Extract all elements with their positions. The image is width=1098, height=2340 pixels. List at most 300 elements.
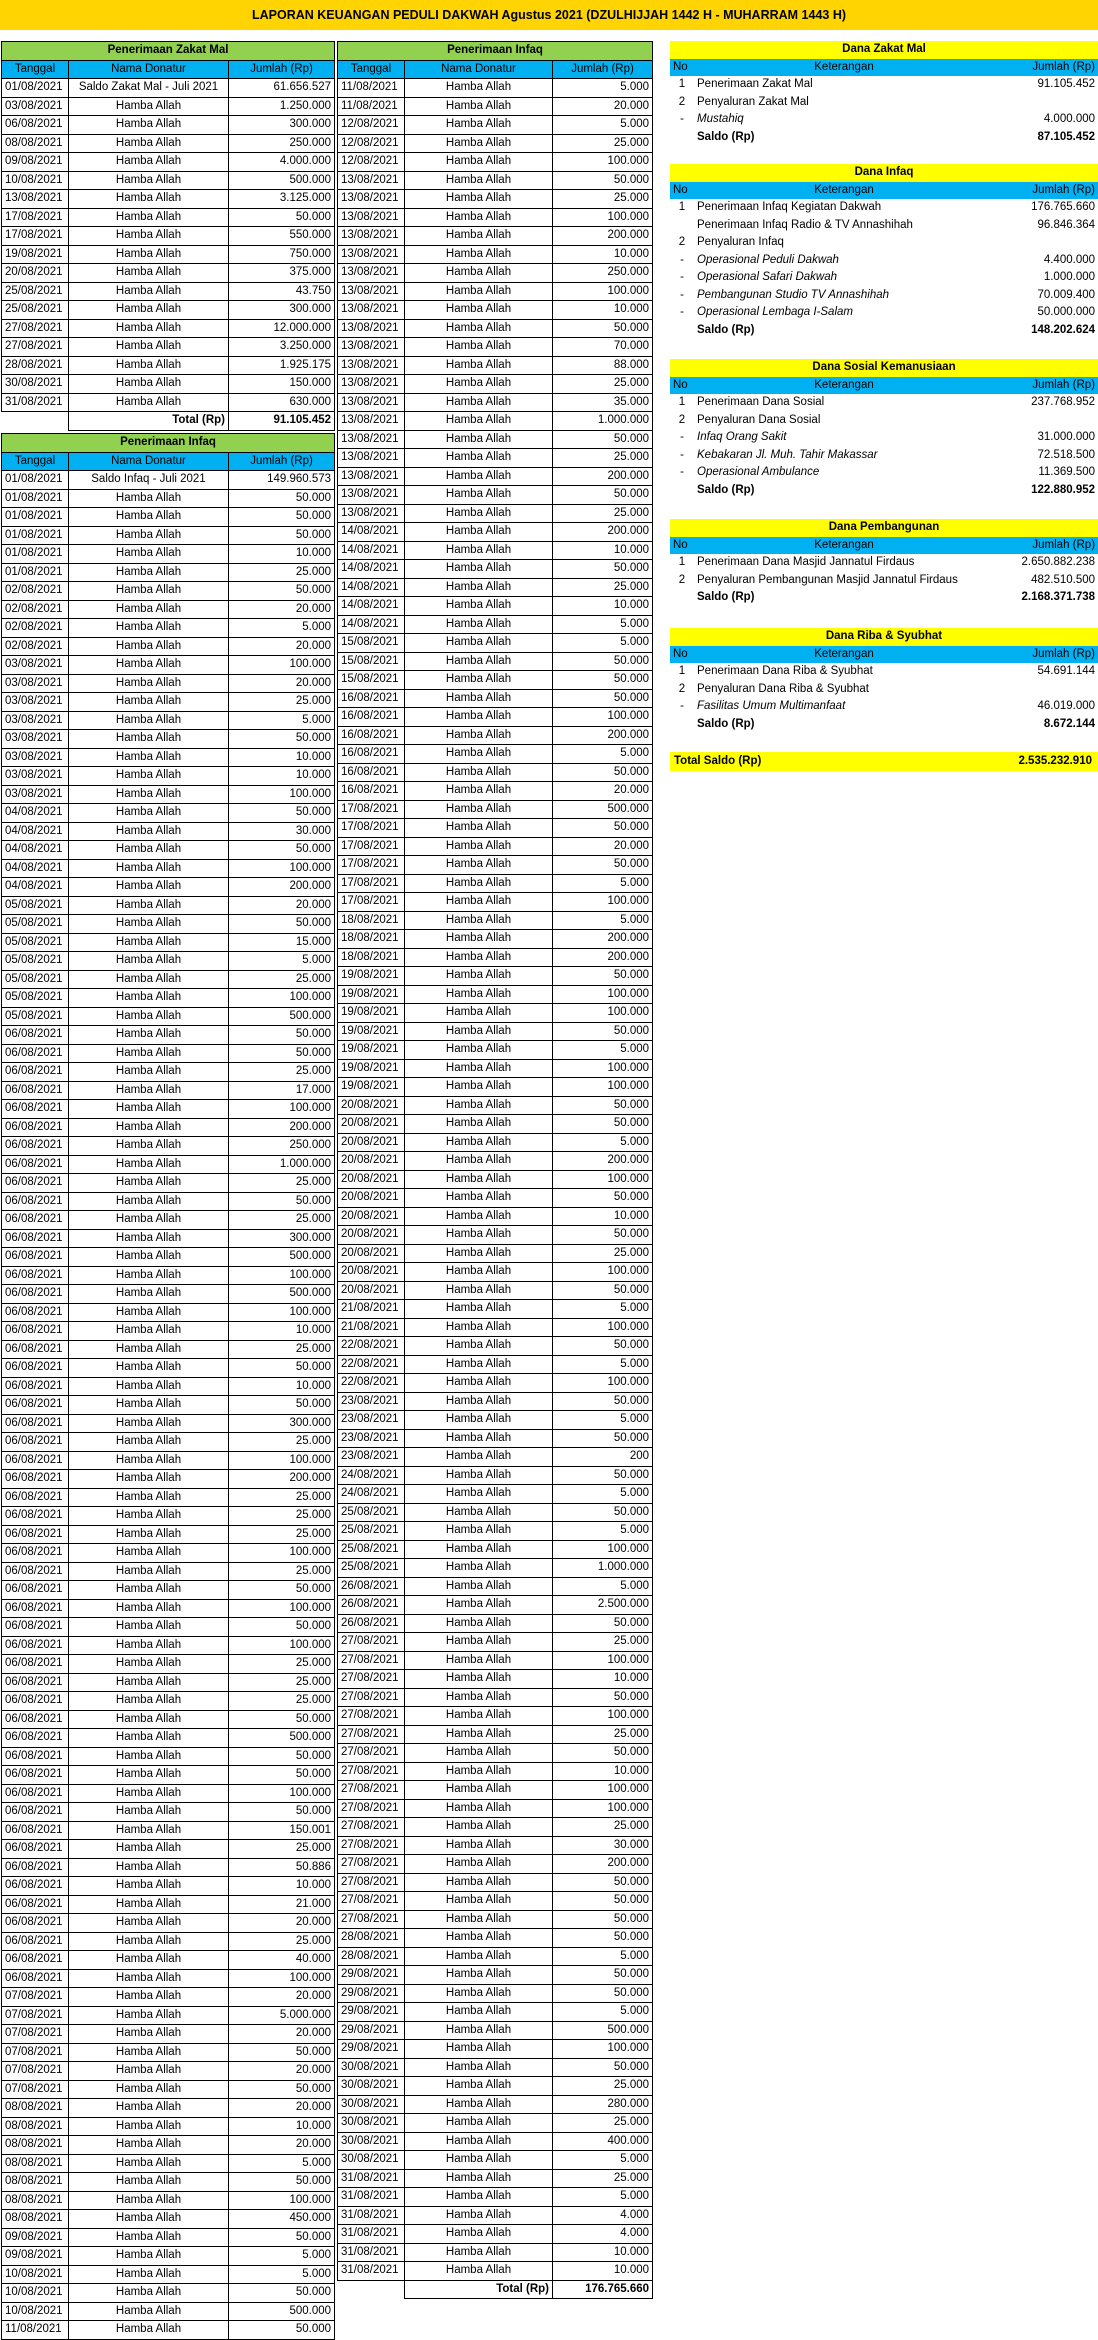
table-row	[338, 652, 653, 671]
table-row	[2, 896, 335, 915]
cell-amount: 300.000	[229, 1414, 335, 1433]
cell-donor: Hamba Allah	[69, 1969, 229, 1988]
table-row	[338, 2151, 653, 2170]
cell-amount: 5.000	[553, 1577, 653, 1596]
cell-donor: Hamba Allah	[69, 171, 229, 190]
cell-donor: Hamba Allah	[405, 819, 553, 838]
table-row	[2, 785, 335, 804]
cell-date: 25/08/2021	[2, 301, 69, 320]
cell-date: 18/08/2021	[338, 948, 405, 967]
cell-date: 09/08/2021	[2, 153, 69, 172]
table-row	[2, 1063, 335, 1082]
cell-date: 09/08/2021	[2, 2228, 69, 2247]
cell-amount: 500.000	[229, 1729, 335, 1748]
cell-donor: Hamba Allah	[69, 841, 229, 860]
cell-donor: Hamba Allah	[405, 1355, 553, 1374]
cell-date: 03/08/2021	[2, 767, 69, 786]
table-row	[338, 1855, 653, 1874]
cell-date: 25/08/2021	[338, 1522, 405, 1541]
cell-date: 13/08/2021	[338, 264, 405, 283]
cell-donor: Hamba Allah	[405, 985, 553, 1004]
cell-donor: Hamba Allah	[405, 1448, 553, 1467]
table-row	[2, 1655, 335, 1674]
cell-date: 06/08/2021	[2, 1155, 69, 1174]
cell-amount: 100.000	[553, 1651, 653, 1670]
table-row	[2, 933, 335, 952]
table-row	[338, 1041, 653, 1060]
cell-amount: 500.000	[553, 2021, 653, 2040]
table-row	[338, 708, 653, 727]
cell-donor: Hamba Allah	[69, 1248, 229, 1267]
cell-donor: Hamba Allah	[405, 1300, 553, 1319]
table-row	[338, 819, 653, 838]
cell-amount: 25.000	[229, 1340, 335, 1359]
table-row	[338, 134, 653, 153]
cell-amount: 100.000	[229, 656, 335, 675]
cell-date: 06/08/2021	[2, 1507, 69, 1526]
cell-donor: Hamba Allah	[69, 153, 229, 172]
panel-row-desc: Operasional Safari Dakwah	[697, 271, 837, 284]
table-row	[2, 1747, 335, 1766]
cell-date: 07/08/2021	[2, 2043, 69, 2062]
table-row	[338, 1670, 653, 1689]
table-row	[2, 545, 335, 564]
cell-donor: Hamba Allah	[69, 2136, 229, 2155]
cell-donor: Hamba Allah	[69, 1562, 229, 1581]
cell-donor: Hamba Allah	[69, 264, 229, 283]
cell-date: 16/08/2021	[338, 689, 405, 708]
table-row	[338, 1577, 653, 1596]
table-row	[338, 1633, 653, 1652]
table-row	[2, 1618, 335, 1637]
table-row	[338, 79, 653, 98]
table-row	[2, 1895, 335, 1914]
table-row	[2, 2247, 335, 2266]
cell-donor: Hamba Allah	[69, 1359, 229, 1378]
cell-amount: 100.000	[553, 985, 653, 1004]
panel-row	[670, 129, 1098, 147]
cell-amount: 25.000	[229, 1692, 335, 1711]
cell-date: 19/08/2021	[338, 1059, 405, 1078]
panel-row	[670, 76, 1098, 94]
cell-donor: Hamba Allah	[405, 79, 553, 98]
cell-date: 06/08/2021	[2, 1618, 69, 1637]
cell-amount: 88.000	[553, 356, 653, 375]
cell-date: 06/08/2021	[2, 1211, 69, 1230]
cell-date: 26/08/2021	[338, 1596, 405, 1615]
cell-amount: 50.000	[553, 1910, 653, 1929]
cell-donor: Hamba Allah	[69, 526, 229, 545]
cell-date: 19/08/2021	[338, 1041, 405, 1060]
cell-amount: 25.000	[553, 2077, 653, 2096]
table-row	[2, 1470, 335, 1489]
panel-row-amount: 70.009.400	[1037, 288, 1096, 301]
cell-amount: 20.000	[229, 2025, 335, 2044]
table-row	[2, 2043, 335, 2062]
cell-donor: Hamba Allah	[69, 2154, 229, 2173]
header-row	[2, 60, 335, 79]
table-row	[338, 1836, 653, 1855]
table-row	[338, 578, 653, 597]
cell-donor: Hamba Allah	[405, 1577, 553, 1596]
cell-amount: 25.000	[229, 1562, 335, 1581]
cell-donor: Hamba Allah	[405, 2206, 553, 2225]
cell-donor: Hamba Allah	[69, 1821, 229, 1840]
cell-date: 31/08/2021	[338, 2225, 405, 2244]
header-row	[338, 60, 653, 79]
cell-date: 30/08/2021	[338, 2095, 405, 2114]
panel-row-no: -	[680, 113, 684, 126]
cell-amount: 150.001	[229, 1821, 335, 1840]
cell-donor: Hamba Allah	[405, 393, 553, 412]
cell-amount: 50.000	[553, 1281, 653, 1300]
cell-donor: Hamba Allah	[405, 1670, 553, 1689]
cell-amount: 50.000	[229, 208, 335, 227]
table-row	[338, 1596, 653, 1615]
cell-donor: Hamba Allah	[69, 822, 229, 841]
cell-amount: 100.000	[229, 1636, 335, 1655]
cell-amount: 50.000	[229, 1766, 335, 1785]
cell-donor: Hamba Allah	[69, 1470, 229, 1489]
cell-donor: Hamba Allah	[69, 1396, 229, 1415]
cell-date: 01/08/2021	[2, 526, 69, 545]
panel-title-row	[670, 628, 1098, 646]
cell-donor: Hamba Allah	[405, 2262, 553, 2281]
table-row	[338, 1614, 653, 1633]
cell-amount: 50.000	[553, 319, 653, 338]
cell-date: 28/08/2021	[2, 356, 69, 375]
cell-amount: 50.000	[553, 1189, 653, 1208]
cell-amount: 10.000	[229, 2117, 335, 2136]
cell-date: 06/08/2021	[2, 1137, 69, 1156]
cell-donor: Hamba Allah	[405, 2021, 553, 2040]
cell-donor: Hamba Allah	[405, 301, 553, 320]
panel-row-amount: 176.765.660	[1031, 201, 1096, 214]
cell-donor: Hamba Allah	[405, 726, 553, 745]
cell-donor: Hamba Allah	[405, 1984, 553, 2003]
cell-date: 06/08/2021	[2, 1118, 69, 1137]
cell-amount: 25.000	[229, 1525, 335, 1544]
table-row	[338, 2021, 653, 2040]
table-row	[338, 97, 653, 116]
cell-date: 06/08/2021	[2, 1747, 69, 1766]
cell-donor: Hamba Allah	[69, 1340, 229, 1359]
panel-row-desc: Saldo (Rp)	[697, 591, 755, 604]
cell-amount: 400.000	[553, 2132, 653, 2151]
panel-0	[670, 41, 1098, 146]
cell-date: 06/08/2021	[2, 1248, 69, 1267]
cell-donor: Hamba Allah	[69, 1710, 229, 1729]
cell-donor: Hamba Allah	[69, 245, 229, 264]
table-row	[338, 153, 653, 172]
cell-amount: 50.000	[229, 1747, 335, 1766]
table-row	[338, 2077, 653, 2096]
cell-date: 20/08/2021	[338, 1244, 405, 1263]
table-row	[338, 1411, 653, 1430]
table-row	[338, 1355, 653, 1374]
cell-donor: Hamba Allah	[405, 597, 553, 616]
cell-date: 09/08/2021	[2, 2247, 69, 2266]
cell-date: 17/08/2021	[2, 227, 69, 246]
cell-donor: Hamba Allah	[405, 1152, 553, 1171]
cell-amount: 200.000	[553, 1152, 653, 1171]
cell-date: 05/08/2021	[2, 989, 69, 1008]
cell-date: 23/08/2021	[338, 1411, 405, 1430]
cell-donor: Hamba Allah	[405, 1707, 553, 1726]
cell-date: 25/08/2021	[338, 1540, 405, 1559]
cell-donor: Hamba Allah	[69, 989, 229, 1008]
cell-date: 03/08/2021	[2, 711, 69, 730]
panel-row	[670, 464, 1098, 482]
panel-row-amount: 2.650.882.238	[1021, 556, 1096, 569]
cell-donor: Hamba Allah	[69, 2191, 229, 2210]
cell-donor: Hamba Allah	[69, 2228, 229, 2247]
cell-date: 27/08/2021	[338, 1707, 405, 1726]
cell-donor: Hamba Allah	[405, 1392, 553, 1411]
cell-amount: 50.000	[229, 1618, 335, 1637]
cell-donor: Hamba Allah	[405, 1781, 553, 1800]
cell-date: 05/08/2021	[2, 1007, 69, 1026]
cell-amount: 5.000	[553, 2003, 653, 2022]
cell-donor: Hamba Allah	[69, 1729, 229, 1748]
table-row	[2, 1396, 335, 1415]
table-row	[2, 878, 335, 897]
cell-date: 27/08/2021	[338, 1670, 405, 1689]
section-title-row	[2, 434, 335, 453]
cell-donor: Hamba Allah	[69, 1137, 229, 1156]
cell-amount: 50.000	[229, 2080, 335, 2099]
cell-amount: 100.000	[553, 1781, 653, 1800]
table-row	[2, 1877, 335, 1896]
cell-amount: 100.000	[553, 1707, 653, 1726]
table-row	[2, 1174, 335, 1193]
table-row	[338, 1115, 653, 1134]
cell-date: 06/08/2021	[2, 1322, 69, 1341]
cell-amount: 20.000	[553, 837, 653, 856]
cell-date: 13/08/2021	[338, 338, 405, 357]
cell-amount: 25.000	[553, 1633, 653, 1652]
cell-date: 04/08/2021	[2, 804, 69, 823]
panel-3	[670, 519, 1098, 607]
cell-donor: Hamba Allah	[405, 1059, 553, 1078]
cell-donor: Hamba Allah	[405, 2151, 553, 2170]
cell-amount: 10.000	[553, 597, 653, 616]
panel-row-desc: Infaq Orang Sakit	[697, 431, 787, 444]
cell-donor: Hamba Allah	[405, 1966, 553, 1985]
panel-title-row	[670, 41, 1098, 59]
table-row	[338, 1022, 653, 1041]
table-row	[338, 504, 653, 523]
cell-date: 16/08/2021	[338, 745, 405, 764]
total-saldo-label: Total Saldo (Rp)	[674, 755, 762, 767]
panel-column-header: Keterangan	[694, 537, 994, 555]
cell-donor: Hamba Allah	[405, 264, 553, 283]
panel-row	[670, 447, 1098, 465]
cell-donor: Hamba Allah	[69, 1063, 229, 1082]
cell-date: 06/08/2021	[2, 1710, 69, 1729]
cell-amount: 25.000	[229, 1932, 335, 1951]
cell-amount: 50.000	[553, 652, 653, 671]
cell-date: 13/08/2021	[338, 301, 405, 320]
cell-amount: 4.000.000	[229, 153, 335, 172]
cell-date: 06/08/2021	[2, 1266, 69, 1285]
cell-date: 19/08/2021	[2, 245, 69, 264]
table-row	[338, 1448, 653, 1467]
cell-date: 26/08/2021	[338, 1577, 405, 1596]
cell-donor: Hamba Allah	[405, 1096, 553, 1115]
table-row	[338, 1781, 653, 1800]
cell-donor: Hamba Allah	[405, 504, 553, 523]
cell-date: 06/08/2021	[2, 1951, 69, 1970]
cell-amount: 100.000	[229, 989, 335, 1008]
cell-donor: Hamba Allah	[69, 896, 229, 915]
cell-date: 06/08/2021	[2, 1655, 69, 1674]
cell-date: 04/08/2021	[2, 878, 69, 897]
cell-date: 08/08/2021	[2, 2136, 69, 2155]
panel-row-no	[670, 322, 694, 340]
panel-row-amount: 87.105.452	[1037, 130, 1096, 143]
cell-amount: 50.000	[553, 1984, 653, 2003]
cell-date: 17/08/2021	[2, 208, 69, 227]
cell-donor: Hamba Allah	[405, 1614, 553, 1633]
cell-amount: 25.000	[229, 563, 335, 582]
cell-date: 24/08/2021	[338, 1466, 405, 1485]
cell-date: 08/08/2021	[2, 134, 69, 153]
cell-date: 30/08/2021	[338, 2114, 405, 2133]
cell-date: 27/08/2021	[338, 1633, 405, 1652]
cell-date: 19/08/2021	[338, 1022, 405, 1041]
table-row	[338, 1170, 653, 1189]
table-row	[2, 2099, 335, 2118]
cell-donor: Hamba Allah	[405, 1318, 553, 1337]
table-row	[2, 1026, 335, 1045]
cell-date: 29/08/2021	[338, 1966, 405, 1985]
cell-date: 06/08/2021	[2, 1544, 69, 1563]
cell-amount: 20.000	[229, 637, 335, 656]
cell-date: 01/08/2021	[2, 563, 69, 582]
column-header: Nama Donatur	[69, 452, 229, 471]
table-row	[338, 1244, 653, 1263]
table-row	[338, 2243, 653, 2262]
table-row	[338, 2132, 653, 2151]
cell-donor: Hamba Allah	[405, 1744, 553, 1763]
table-row	[338, 393, 653, 412]
panel-column-header: No	[670, 59, 694, 77]
table-row	[338, 1226, 653, 1245]
cell-donor: Hamba Allah	[405, 782, 553, 801]
panel-row-desc: Penerimaan Dana Sosial	[697, 396, 825, 409]
cell-date: 30/08/2021	[338, 2058, 405, 2077]
panel-row	[670, 111, 1098, 129]
panel-row-no: 1	[678, 665, 686, 678]
table-row	[338, 449, 653, 468]
cell-amount: 50.000	[553, 856, 653, 875]
table-row	[2, 804, 335, 823]
table-row	[2, 1359, 335, 1378]
cell-donor: Hamba Allah	[405, 1411, 553, 1430]
table-row	[2, 2191, 335, 2210]
cell-date: 06/08/2021	[2, 1488, 69, 1507]
table-row	[338, 893, 653, 912]
panel-title: Dana Zakat Mal	[670, 41, 1098, 59]
cell-amount: 43.750	[229, 282, 335, 301]
cell-donor: Hamba Allah	[405, 1559, 553, 1578]
cell-date: 03/08/2021	[2, 748, 69, 767]
table-row	[2, 1840, 335, 1859]
table-row	[338, 375, 653, 394]
table-row	[2, 748, 335, 767]
panel-row-no: 2	[678, 95, 686, 108]
cell-amount: 100.000	[553, 282, 653, 301]
cell-donor: Hamba Allah	[69, 1599, 229, 1618]
cell-amount: 1.000.000	[229, 1155, 335, 1174]
cell-donor: Hamba Allah	[405, 338, 553, 357]
cell-donor: Hamba Allah	[69, 2099, 229, 2118]
table-row	[338, 2058, 653, 2077]
table-row	[338, 837, 653, 856]
cell-date: 06/08/2021	[2, 1303, 69, 1322]
cell-amount: 20.000	[229, 1988, 335, 2007]
table-row	[2, 1562, 335, 1581]
panel-row	[670, 234, 1098, 252]
cell-amount: 630.000	[229, 393, 335, 412]
cell-amount: 280.000	[553, 2095, 653, 2114]
cell-donor: Hamba Allah	[69, 116, 229, 135]
table-row	[2, 841, 335, 860]
cell-donor: Hamba Allah	[405, 2169, 553, 2188]
cell-date: 06/08/2021	[2, 1636, 69, 1655]
cell-donor: Hamba Allah	[69, 1081, 229, 1100]
cell-donor: Hamba Allah	[69, 1784, 229, 1803]
panel-row-amount: 96.846.364	[1037, 218, 1096, 231]
cell-amount: 5.000	[229, 952, 335, 971]
cell-date: 20/08/2021	[2, 264, 69, 283]
cell-donor: Hamba Allah	[405, 763, 553, 782]
cell-amount: 50.000	[229, 526, 335, 545]
table-row	[2, 1211, 335, 1230]
cell-date: 22/08/2021	[338, 1355, 405, 1374]
cell-date: 06/08/2021	[2, 1285, 69, 1304]
cell-donor: Hamba Allah	[69, 1803, 229, 1822]
cell-amount: 50.000	[553, 1503, 653, 1522]
cell-date: 03/08/2021	[2, 785, 69, 804]
panel-row	[670, 412, 1098, 430]
panel-row	[670, 698, 1098, 716]
cell-donor: Hamba Allah	[69, 1988, 229, 2007]
cell-donor: Hamba Allah	[405, 2188, 553, 2207]
total-saldo-value: 2.535.232.910	[1018, 755, 1092, 767]
cell-date: 05/08/2021	[2, 970, 69, 989]
cell-donor: Hamba Allah	[405, 1429, 553, 1448]
cell-amount: 50.000	[553, 1688, 653, 1707]
column-header: Tanggal	[338, 60, 405, 79]
cell-donor: Hamba Allah	[405, 1281, 553, 1300]
cell-donor: Hamba Allah	[69, 301, 229, 320]
cell-amount: 100.000	[229, 1544, 335, 1563]
cell-donor: Hamba Allah	[405, 837, 553, 856]
table-row	[338, 1873, 653, 1892]
table-row	[338, 745, 653, 764]
cell-date: 15/08/2021	[338, 634, 405, 653]
table-row	[338, 1892, 653, 1911]
table-row	[338, 486, 653, 505]
cell-donor: Hamba Allah	[405, 671, 553, 690]
table-row	[2, 375, 335, 394]
table-row	[2, 526, 335, 545]
cell-amount: 4.000	[553, 2206, 653, 2225]
table-row	[2, 1266, 335, 1285]
cell-donor: Saldo Infaq - Juli 2021	[69, 471, 229, 490]
